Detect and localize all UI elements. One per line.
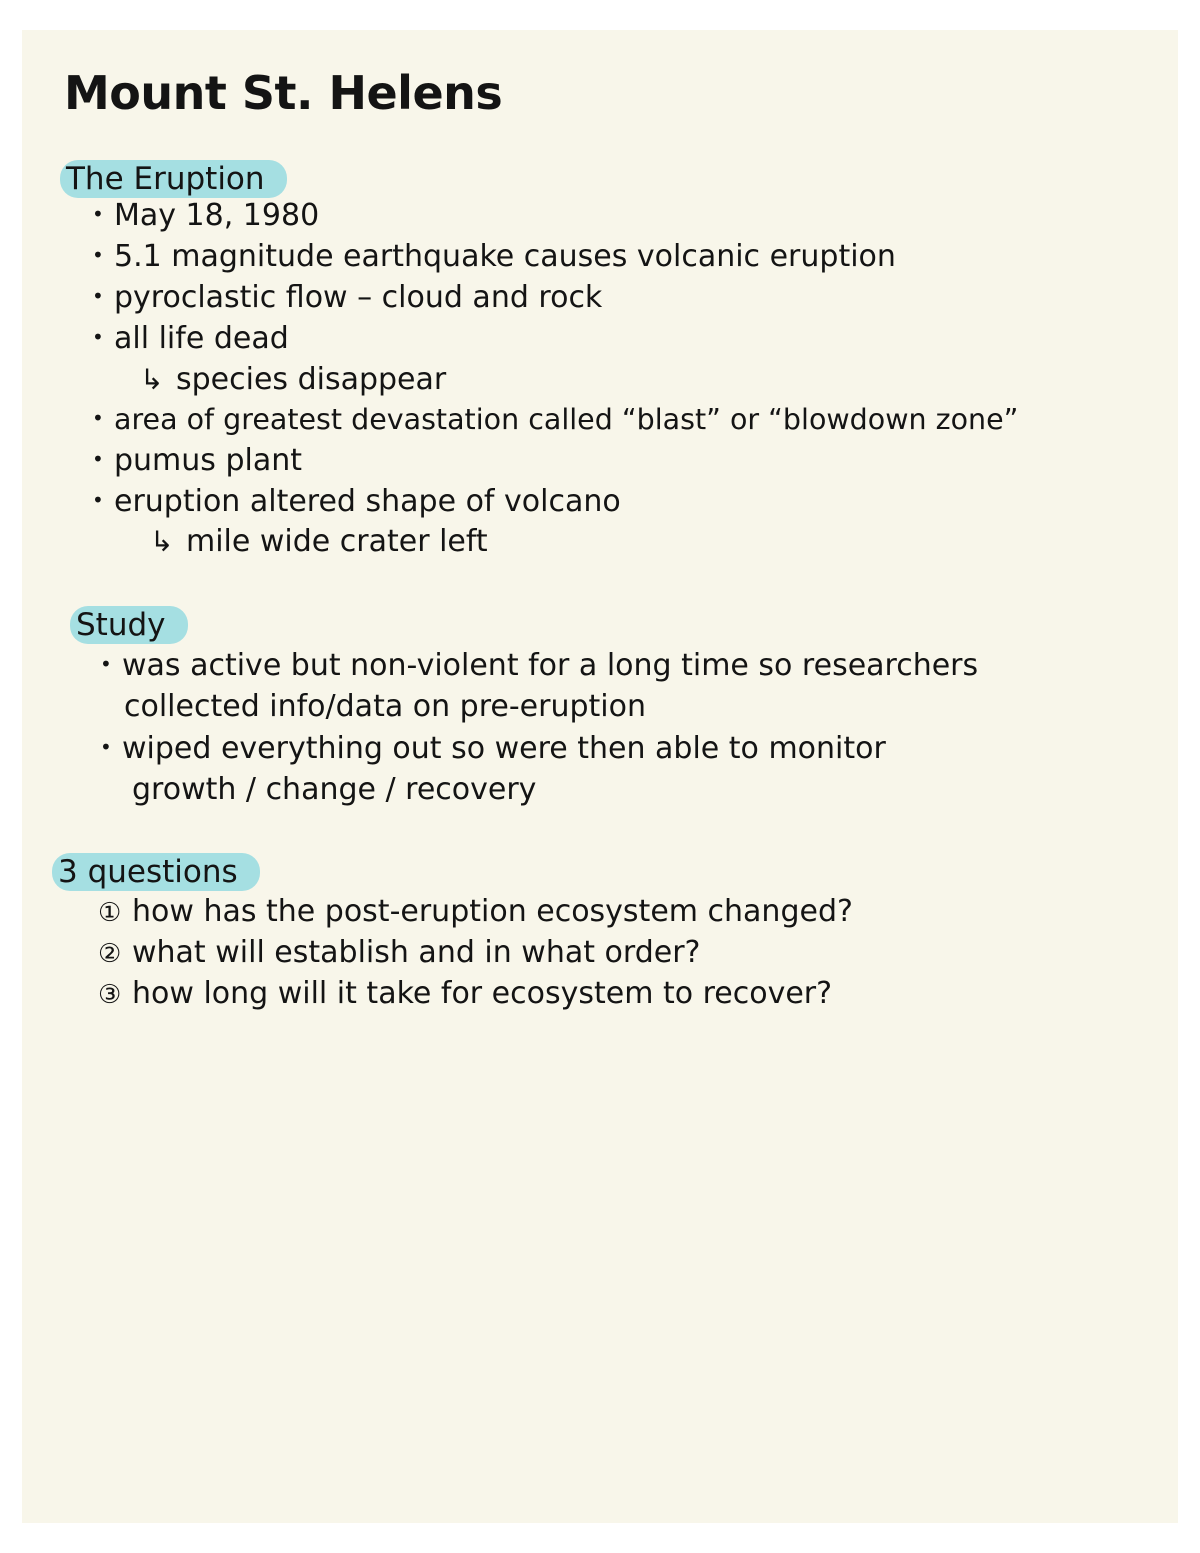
hook-arrow-icon: ↳ [150, 525, 174, 558]
question-number: ① [98, 898, 122, 928]
note-line: • pyroclastic flow – cloud and rock [92, 278, 602, 319]
page-title: Mount St. Helens [64, 66, 503, 120]
sub-note-text: species disappear [176, 362, 447, 397]
note-line: • 5.1 magnitude earthquake causes volcanic eruption [92, 237, 896, 278]
question-line [98, 892, 853, 933]
sub-note-text: mile wide crater left [186, 524, 488, 559]
hook-arrow-icon: ↳ [140, 363, 164, 396]
question-number: ③ [98, 980, 122, 1010]
note-line: • eruption altered shape of volcano [92, 482, 621, 523]
section-heading-questions: 3 questions [52, 853, 260, 891]
note-line-continued: growth / change / recovery [132, 772, 537, 807]
question-line [98, 933, 700, 974]
note-line: • pumus plant [92, 441, 302, 482]
section-heading-eruption: The Eruption [60, 160, 287, 198]
question-text: how has the post-eruption ecosystem changed? [132, 894, 853, 929]
note-line-continued: collected info/data on pre-eruption [124, 689, 646, 724]
question-line [98, 974, 832, 1015]
section-heading-study: Study [70, 606, 188, 644]
sub-note-line [140, 360, 446, 400]
question-number: ② [98, 939, 122, 969]
sub-note-line [150, 522, 488, 562]
note-line: • was active but non-violent for a long time so researchers [100, 646, 978, 687]
question-text: how long will it take for ecosystem to recover? [132, 976, 833, 1011]
note-line: • area of greatest devastation called “blast” or “blowdown zone” [92, 400, 1018, 441]
note-line: • all life dead [92, 319, 289, 360]
question-text: what will establish and in what order? [132, 935, 701, 970]
note-line: • wiped everything out so were then able to monitor [100, 729, 886, 770]
notebook-page [22, 30, 1178, 1523]
note-line: • May 18, 1980 [92, 196, 319, 237]
